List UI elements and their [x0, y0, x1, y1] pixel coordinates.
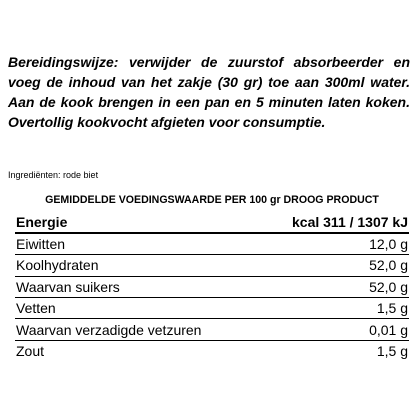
- nutrition-value: 52,0 g: [257, 255, 409, 276]
- nutrition-value: 1,5 g: [376, 343, 408, 360]
- nutrition-header-row: [15, 212, 409, 233]
- ingredients-text: Ingrediënten: rode biet: [8, 170, 99, 180]
- nutrition-label: Eiwitten: [15, 233, 257, 254]
- nutrition-label-energy: Energie: [15, 212, 257, 233]
- table-row: [15, 276, 409, 297]
- table-row: [15, 233, 409, 254]
- nutrition-label: Waarvan verzadigde vetzuren: [15, 319, 257, 340]
- table-row: [15, 340, 409, 361]
- nutrition-table: [15, 212, 409, 362]
- nutrition-value: 1,5 g: [257, 298, 409, 319]
- nutrition-table-title: GEMIDDELDE VOEDINGSWAARDE PER 100 gr DROOG PRODUCT: [45, 194, 379, 206]
- table-row: [15, 319, 409, 340]
- nutrition-label: Koolhydraten: [15, 255, 257, 276]
- table-row: [15, 255, 409, 276]
- nutrition-label: Vetten: [15, 298, 257, 319]
- preparation-instructions: Bereidingswijze: verwijder de zuurstof absorbeerder en voeg de inhoud van het zakje (30 gr) toe aan 300ml water. Aan de kook brengen in een pan en 5 minuten laten koken. Overtollig kookvocht afgieten voor consumptie.: [8, 54, 410, 130]
- nutrition-value-energy: kcal 311 / 1307 kJ: [257, 212, 409, 233]
- nutrition-label: Zout: [16, 343, 45, 360]
- nutrition-label: Waarvan suikers: [15, 276, 257, 297]
- table-row: [15, 298, 409, 319]
- nutrition-value: 0,01 g: [257, 319, 409, 340]
- nutrition-value: 12,0 g: [257, 233, 409, 254]
- nutrition-value: 52,0 g: [257, 276, 409, 297]
